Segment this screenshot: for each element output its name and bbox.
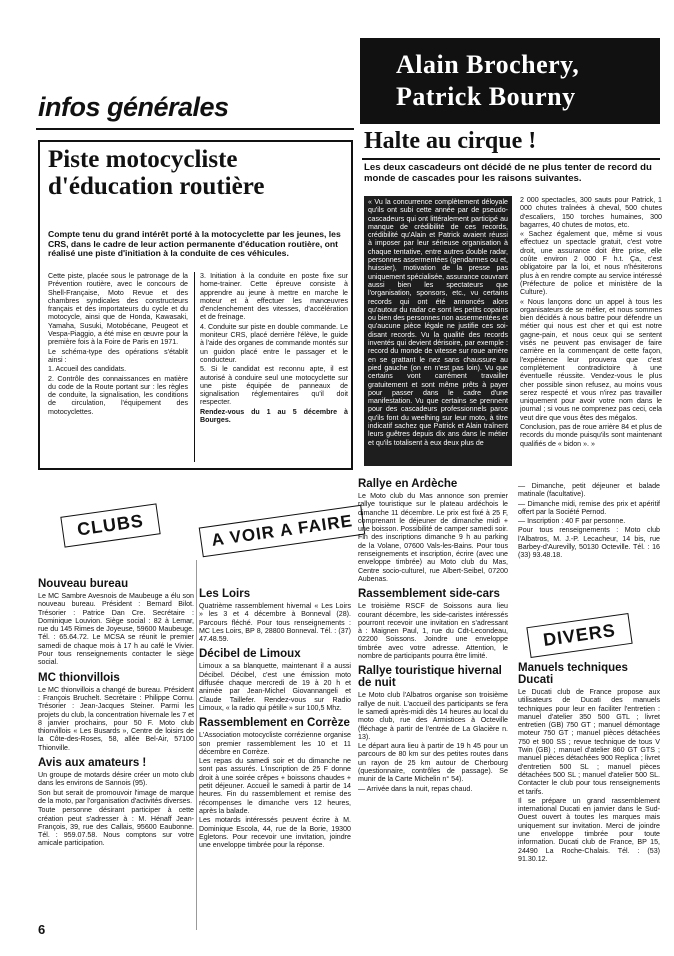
section-body [199, 602, 351, 643]
section-body [358, 492, 508, 583]
paragraph: Le Moto club du Mas annonce son premier rallye touristique sur le plateau ardéchois le dimanche 11 décembre. Le prix est fixé à 25 F, comprenant le déjeuner de dimanche midi + une boisson. Possibilité de camper samedi soir. Fin des inscriptions dimanche 9 h au parking de la Volane, 07600 Vals-les-Bains. Pour tous renseignements et inscription, écrire (avec une enveloppe timbrée) au Moto club du Mas, Centre socio-culturel, rue Albert-Seibel, 07200 Aubenas. [358, 492, 508, 583]
piste-lead: Compte tenu du grand intérêt porté à la motocyclette par les jeunes, les CRS, dans le cadre de leur action permanente d'éducation routière, ont réalisé une piste d'initiation à la conduite de ces véhicules. [48, 229, 341, 259]
paragraph: Le MC Sambre Avesnois de Maubeuge a élu son nouveau bureau. Président : Bernard Bilot. Trésorier : Patrice Dan Cre. Secrétaire : Dominique Louvion. Siège social : 82 à Lemar, rue du 145 Rimes de Joyeuse, 59600 Maubeuge. Tél. : 65.64.72. Le MCSA se réunit le premier samedi de chaque mois à 17 h au café le Vivier. Pour tous renseignements contacter le siège social. [38, 592, 194, 667]
article-column [520, 196, 662, 470]
a-voir-tag: A VOIR A FAIRE [199, 505, 366, 558]
column-divider [194, 272, 195, 462]
section-body [358, 691, 508, 793]
paragraph: « Nous lançons donc un appel à tous les organisateurs de se méfier, et nous sommes bien décidés à nous battre pour défendre un métier qui nous est cher et qui est notre gagne-pain, et nous ceux qui se sentent visés ne peuvent pas envisager de faire carrière en la commençant de cette façon, l'expérience leur prouvera que c'est complètement contradictoire à une éventuelle réussite. Vendez-vous le plus cher possible sinon refusez, au moins vous serez respecté et vous n'irez pas travailler uniquement pour avoir votre nom dans le journal ; si vous ne comprenez pas ceci, cela veut dire que vous êtes des mégalos. [520, 297, 662, 422]
paragraph: Pour tous renseignements : Moto club l'Albatros, M. J.-P. Lecacheur, 14 bis, rue Barbey-d'Aurevilly, 50130 Octeville. Tél. : 16 (33) 93.48.18. [518, 526, 660, 560]
paragraph: Le Ducati club de France propose aux utilisateurs de Ducati des manuels techniques pour leur en faciliter l'entretien : manuel d'atelier 350 500 GTL ; livret entretien (GB) 750 GT ; manuel démontage moteur 750 GT ; manuel pièces détachées 750 et 900 SS ; revue technique de tous V Twin (GB) ; manuel d'atelier 860 GT GTS ; manuel pièces détachées 900 Replica ; livret d'entretien 500 SL ; manuel pièces détachées 500 SL ; manuel d'atelier 500 SL. Contacter le club pour tous renseignements et tarifs. [518, 688, 660, 796]
piste-title: Piste motocycliste d'éducation routière [48, 146, 265, 200]
section-body [199, 731, 351, 849]
section-body [199, 662, 351, 712]
section-heading: Les Loirs [199, 588, 251, 600]
paragraph: 2. Contrôle des connaissances en matière du code de la Route portant sur : les règles de conduite, la signalisation, les conditions de circulation, l'équipement des motocyclettes. [48, 374, 188, 416]
paragraph: Conclusion, pas de roue arrière 84 et plus de records du monde puisqu'ils sont maintenant qualifiés de « bidon ». » [520, 423, 662, 448]
piste-column-2 [200, 272, 348, 468]
column-rule [196, 560, 197, 930]
paragraph: 2 000 spectacles, 300 sauts pour Patrick, 1 000 chutes traînées à cheval, 500 chutes d'escaliers, 150 torches humaines, 300 bagarres, 40 chutes de motos, etc. [520, 196, 662, 229]
paragraph: Le MC thionvillois a changé de bureau. Président : François Bruchelt. Secrétaire : Philippe Cornu. Trésorier : Jean-Jacques Steiner. Parmi les projets du club, la concentration hivernale les 7 et 8 janvier prochains, pour 50 F. Moto club thionvillois « Les Busards », Centre de loisirs de la Côte-des-Roses, 58, allée Bel-Air, 57100 Thionville. [38, 685, 194, 752]
paragraph: Son but serait de promouvoir l'image de marque de la moto, par l'organisation d'activités diverses. [38, 788, 194, 805]
title-rule [362, 158, 660, 160]
section-heading: Rallye touristique hivernal de nuit [358, 665, 502, 690]
paragraph: 5. Si le candidat est reconnu apte, il est autorisé à conduire seul une motocyclette sur une piste équipée de panneaux de signalisation réglementaires qu'il doit respecter. [200, 365, 348, 407]
paragraph: Le troisième RSCF de Soissons aura lieu courant décembre, les side-caristes intéressés pourront recevoir une invitation en s'adressant à : Maignen Paul, 1, rue du Cdt-Lecondeau, 02200 Soissons. Joindre une enveloppe timbrée avec votre adresse. Attention, le nombre de participants pourra être limité. [358, 602, 508, 661]
events-column [358, 478, 508, 940]
article-title: Halte au cirque ! [364, 128, 537, 154]
section-heading: Manuels techniques Ducati [518, 662, 628, 686]
clubs-column [38, 578, 194, 938]
clubs-tag: CLUBS [60, 503, 160, 547]
banner-name-1: Alain Brochery, [396, 50, 580, 79]
piste-article-box [38, 140, 353, 470]
banner-name-2: Patrick Bourny [396, 82, 576, 111]
section-heading: Décibel de Limoux [199, 648, 301, 661]
article-body [364, 196, 512, 450]
piste-column-2-body [200, 272, 348, 407]
paragraph: « Sachez également que, même si vous effectuez un spectacle gratuit, c'est votre droit, une assurance doit être prise, elle coûte environ 2 000 F h.t. Ça, c'est obligatoire par la loi, et nous n'hésiterons plus à en rendre compte au service intéressé (Préfecture de police et ministère de la Culture). [520, 230, 662, 297]
paragraph: — Dimanche midi, remise des prix et apéritif offert par la Société Pernod. [518, 499, 660, 516]
paragraph: Il se prépare un grand rassemblement international Ducati en janvier dans le Sud-Ouest ouvert à toutes les marques mais uniquement sur invitation. Merci de joindre une enveloppe timbrée pour toute information. Ducati club de France, BP 15, 24490 La Roche-Chalais. Tél. : (53) 91.30.12. [518, 796, 660, 863]
paragraph: Un groupe de motards désire créer un moto club dans les environs de Sannois (95). [38, 771, 194, 788]
rallye-continuation [518, 482, 660, 622]
section-body [38, 686, 194, 752]
paragraph: Le Moto club l'Albatros organise son troisième rallye de nuit. L'accueil des participants se fera le samedi après-midi dès 14 heures au local du moto club, rue des Armistices à Octeville (fléchage à partir de l'entrée de La Glacière n. 13). [358, 691, 508, 741]
a-voir-column [199, 588, 351, 938]
article-banner [360, 38, 660, 124]
paragraph: 4. Conduite sur piste en double commande. Le moniteur CRS, placé derrière l'élève, le guide à l'aide des organes de commande montés sur un guidon placé entre le passager et le conducteur. [200, 322, 348, 364]
paragraph: 3. Initiation à la conduite en poste fixe sur home-trainer. Cette épreuve consiste à apprendre au jeune à mettre en marche le moteur et à effectuer les manœuvres d'enclenchement des vitesses, d'accélération et de freinage. [200, 272, 348, 322]
divers-tag: DIVERS [526, 613, 632, 658]
section-heading: Avis aux amateurs ! [38, 757, 147, 770]
paragraph: — Dimanche, petit déjeuner et balade matinale (facultative). [518, 482, 660, 499]
paragraph: Le départ aura lieu à partir de 19 h 45 pour un parcours de 80 km sur des petites routes dans un rayon de 25 km autour de Cherbourg (questionnaire, contrôles de passage). Se munir de la Carte Michelin n° 54). [358, 742, 508, 784]
section-rule [36, 128, 354, 130]
section-heading: Rassemblement side-cars [358, 588, 500, 601]
divers-column [518, 662, 660, 942]
paragraph: « Vu la concurrence complètement déloyale qu'ils ont subi cette année par de pseudo-cascadeurs qui ont littéralement participé au manque de crédibilité de ces records, crédibilité qu'Alain et Patrick avaient réussi à imposer par leur sérieuse organisation à chaque tentative, entre autres double radar, personnes assermentées (gendarmes ou et, huissier), motivation de la presse pas uniquement spécialisée, assurance couvrant aussi bien les spectateurs que l'organisation, sponsors, etc., vu certains records qui ont été annoncés alors qu'autour du radar ce sont les petits copains ou bien des personnes non assermentées et qu'aucune pièce légale ne justifie ces soi-disant records. Vu la qualité des records inventés qui devient dérisoire, par exemple : record du monde de vitesse sur roue arrière en se grattant le nez sans chaussure au pied gauche (on en n'est pas loin). Vu que certains vont carrément travailler gratuitement et sont même prêts à payer pour passer dans le cadre d'une manifestation. Vu que certains se prennent pour des cascadeurs professionnels parce qu'ils font du weelhing sur leur moto, à titre indicatif sachez que Patrick et Alain traînent leurs guêtres depuis dix ans dans le métier et qu'ils totalisent à eux deux plus de [368, 198, 508, 447]
section-heading: infos générales [38, 92, 229, 122]
paragraph: L'Association motocycliste corrézienne organise son premier rassemblement les 10 et 11 décembre en Corrèze. [199, 731, 351, 756]
paragraph: — Arrivée dans la nuit, repas chaud. [358, 784, 473, 793]
section-heading: Rassemblement en Corrèze [199, 717, 350, 730]
paragraph: Toute personne désirant participer à cette création peut s'adresser à : M. Hénaff Jean-François, 39, rue des Callais, 95600 Eaubonne. Tél. : 959.07.58. Nous comptons sur votre amicale participation. [38, 806, 194, 848]
article-column-dark [364, 196, 512, 466]
paragraph: Le schéma-type des opérations s'établit ainsi : [48, 347, 188, 364]
paragraph: Les motards intéressés peuvent écrire à M. Dominique Escola, 44, rue de la Borie, 19300 Egletons. Pour recevoir une invitation, joindre une enveloppe timbrée pour la réponse. [199, 816, 351, 850]
section-heading: Nouveau bureau [38, 578, 129, 590]
section-body [38, 771, 194, 848]
paragraph: Quatrième rassemblement hivernal « Les Loirs » les 3 et 4 décembre à Bonneval (28). Parcours fléché. Pour tous renseignements : MC Les Loirs, BP 8, 28800 Bonneval. Tél. : (37) 47.48.59. [199, 602, 351, 644]
paragraph: — Inscription : 40 F par personne. [518, 517, 626, 526]
paragraph: Les repas du samedi soir et du dimanche ne sont pas assurés. L'inscription de 25 F donne droit à une soirée crêpes + boissons chaudes + petit déjeuner. Accueil le samedi à partir de 14 heures. Fin du rassemblement et remise des récompenses le dimanche vers 12 heures, après la balade. [199, 757, 351, 815]
section-body [358, 602, 508, 660]
section-heading: Rallye en Ardèche [358, 478, 458, 490]
piste-closing: Rendez-vous du 1 au 5 décembre à Bourges. [200, 407, 348, 425]
section-body [38, 592, 194, 667]
article-lead: Les deux cascadeurs ont décidé de ne plus tenter de record du monde de cascades pour les raisons suivantes. [364, 162, 652, 184]
paragraph: Limoux a sa blanquette, maintenant il a aussi Décibel. Décibel, c'est une émission moto diffusée chaque mercredi de 19 à 20 h et animée par Jean-Michel Giovannangeli et Claude Taillefer. Rendez-vous sur Radio Limoux, « la radio qui pétille » sur 100,5 Mhz. [199, 662, 351, 712]
paragraph: Cette piste, placée sous le patronage de la Prévention routière, avec le concours de Shell-Française, Moto Revue et des chambres syndicales des constructeurs français et des importateurs du cycle et du motocycle, ainsi que de Honda, Kawasaki, Yamaha, Susuki, Motobécane, Peugeot et Vespa-Piaggio, a été mise en œuvre pour la première fois à la Foire de Paris en 1971. [48, 272, 188, 347]
paragraph: 1. Accueil des candidats. [48, 365, 127, 374]
section-heading: MC thionvillois [38, 671, 120, 684]
piste-column-1 [48, 272, 188, 468]
page-number: 6 [38, 922, 46, 937]
section-body [518, 688, 660, 863]
